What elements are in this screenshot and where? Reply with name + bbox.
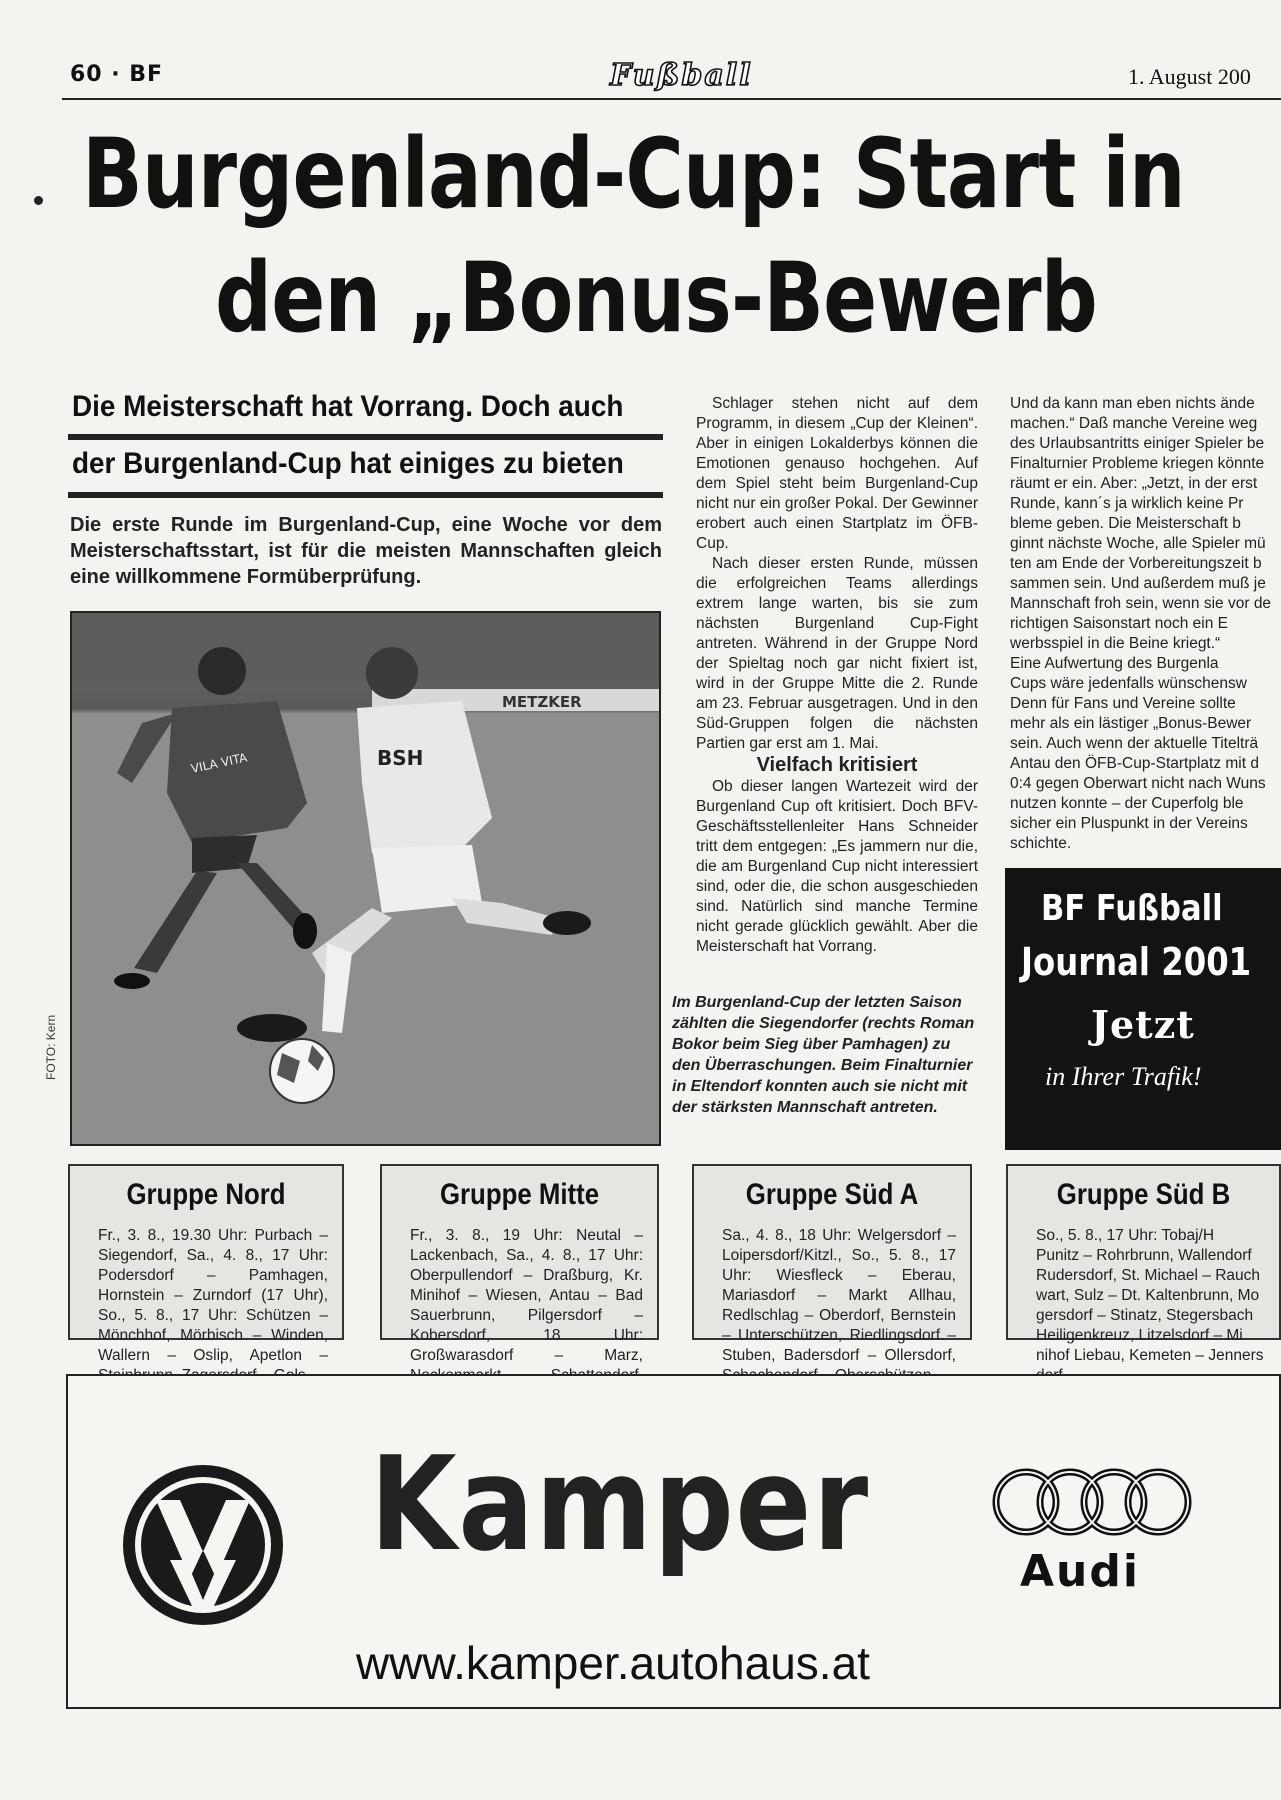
subhead-rule	[68, 492, 663, 498]
audi-rings-icon	[988, 1466, 1198, 1542]
text-line: Eine Aufwertung des Burgenla	[1010, 655, 1219, 672]
group-title: Gruppe Süd B	[1056, 1178, 1231, 1211]
text-line: bleme geben. Die Meisterschaft b	[1010, 515, 1241, 532]
group-box-sued-b	[1006, 1164, 1281, 1364]
text-line: sammen sein. Und außerdem muß je	[1010, 575, 1266, 592]
text-line: mehr als ein lästiger „Bonus-Bewer	[1010, 715, 1252, 732]
group-fixtures: Sa., 4. 8., 18 Uhr: Welgersdorf – Loipersdorf/Kitzl., So., 5. 8., 17 Uhr: Wiesfleck – Eberau, Mariasdorf – Markt Allhau, Redlschlag – Oberdorf, Bernstein – Unterschützen, Riedlingsdorf – Stuben, Badersdorf – Ollersdorf,	[722, 1227, 956, 1364]
text-line: machen.“ Daß manche Vereine weg	[1010, 415, 1258, 432]
subhead-line-1: Die Meisterschaft hat Vorrang. Doch auch	[72, 390, 624, 423]
headline-line-1: Burgenland-Cup: Start in	[82, 118, 1185, 230]
text-line: schichte.	[1010, 835, 1072, 852]
margin-dot	[34, 196, 43, 205]
journal-ad-tagline: in Ihrer Trafik!	[1045, 1062, 1202, 1091]
banner-text: METZKER	[502, 693, 582, 711]
section-title: Fußball	[610, 58, 753, 93]
text-line: gersdorf – Stinatz, Stegersbach	[1036, 1307, 1254, 1324]
subhead-line-2: der Burgenland-Cup hat einiges zu bieten	[72, 447, 624, 480]
text-line: richtigen Saisonstart noch ein E	[1010, 615, 1228, 632]
group-box-nord	[68, 1164, 344, 1364]
paragraph: Ob dieser langen Wartezeit wird der Burgenland Cup oft kritisiert. Doch BFV-Geschäftsstellenleiter Hans Schneider tritt dem entgegen: „Es jammern nur die, die am Burgenland Cup nicht interessiert sind, oder die, die schon ausgeschieden sind. Natürlich sind manche Termine nicht gerade glücklich gewählt. Aber die Meisterschaft hat Vorrang.	[696, 778, 978, 955]
headline-line-2: den „Bonus-Bewerb	[215, 242, 1097, 354]
group-box-mitte	[380, 1164, 659, 1364]
text-line: nihof Liebau, Kemeten – Jenners	[1036, 1347, 1264, 1364]
text-line: Antau den ÖFB-Cup-Startplatz mit d	[1010, 755, 1259, 772]
text-line: Heiligenkreuz, Litzelsdorf – Mi	[1036, 1327, 1243, 1344]
group-fixtures: Fr., 3. 8., 19.30 Uhr: Purbach – Siegendorf, Sa., 4. 8., 17 Uhr: Podersdorf – Pamhagen, Hornstein – Zurndorf (17 Uhr), So., 5. 8., 17 Uhr: Schützen – Mönchhof, Mörbisch – Winden, Wallern – Oslip, Apetlon –	[98, 1227, 328, 1364]
text-line: ten am Ende der Vorbereitungszeit b	[1010, 555, 1262, 572]
kamper-wordmark: Kamper	[370, 1428, 870, 1580]
journal-ad-callout: Jetzt	[1091, 1002, 1195, 1047]
text-line: sein. Auch wenn der aktuelle Titelträ	[1010, 735, 1259, 752]
match-photo	[70, 611, 661, 1146]
text-line: Denn für Fans und Vereine sollte	[1010, 695, 1236, 712]
text-line: wart, Sulz – Dt. Kaltenbrunn, Mo	[1036, 1287, 1260, 1304]
interhead: Vielfach kritisiert	[756, 754, 918, 776]
audi-wordmark: Audi	[1020, 1546, 1140, 1597]
text-line: Mannschaft froh sein, wenn sie vor de	[1010, 595, 1272, 612]
group-fixtures	[1036, 1226, 1265, 1386]
text-line: Finalturnier Probleme kriegen könnte	[1010, 455, 1265, 472]
soccer-players-illustration	[72, 613, 659, 1144]
text-line: Cups wäre jedenfalls wünschensw	[1010, 675, 1247, 692]
group-box-sued-a	[692, 1164, 972, 1364]
vw-logo-icon	[118, 1460, 288, 1634]
header-rule	[62, 98, 1281, 100]
lead-paragraph: Die erste Runde im Burgenland-Cup, eine Woche vor dem Meisterschaftsstart, ist für die meisten Mannschaften gleich eine willkommene Formüberprüfung.	[70, 514, 662, 588]
article-column-2	[696, 394, 978, 957]
group-fixtures: Fr., 3. 8., 19 Uhr: Neutal – Lackenbach, Sa., 4. 8., 17 Uhr: Oberpullendorf – Draßburg, Kr. Minihof – Wiesen, Antau – Bad Sauerbrunn, Pilgersdorf – Kobersdorf, 18 Uhr: Großwarasdorf – Marz,	[410, 1227, 643, 1364]
text-line: 0:4 gegen Oberwart nicht nach Wuns	[1010, 775, 1266, 792]
photo-credit: FOTO: Kern	[44, 1014, 58, 1080]
journal-ad-subtitle: Journal 2001	[1021, 940, 1252, 984]
group-title: Gruppe Süd A	[745, 1178, 919, 1211]
paragraph: Schlager stehen nicht auf dem Programm, in diesem „Cup der Kleinen“. Aber in einigen Lokalderbys können die Emotionen genauso hochgehen. Auf dem Spiel steht beim Burgenland-Cup nicht nur ein großer Pokal. Der Gewinner erobert auch einen Startplatz im ÖFB-Cup.	[696, 395, 978, 552]
jersey-text: VILA VITA	[189, 750, 249, 776]
group-title: Gruppe Nord	[126, 1178, 286, 1211]
text-line: werbsspiel in die Beine kriegt.“	[1010, 635, 1221, 652]
text-line: räumt er ein. Aber: „Jetzt, in der erst	[1010, 475, 1258, 492]
text-line: Und da kann man eben nichts ände	[1010, 395, 1255, 412]
journal-ad-title: BF Fußball	[1041, 888, 1223, 929]
jersey-text: BSH	[377, 746, 424, 770]
subhead-rule	[68, 434, 663, 440]
text-line: So., 5. 8., 17 Uhr: Tobaj/H	[1036, 1227, 1215, 1244]
journal-ad	[1005, 868, 1281, 1150]
text-line: nutzen konnte – der Cuperfolg ble	[1010, 795, 1244, 812]
photo-caption: Im Burgenland-Cup der letzten Saison zählten die Siegendorfer (rechts Roman Bokor beim Sieg über Pamhagen) zu den Überraschungen. Beim Finalturnier in Eltendorf konnten auch sie nicht mit der stärksten Mannschaft antreten.	[672, 994, 975, 1116]
text-line: ginnt nächste Woche, alle Spieler mü	[1010, 535, 1266, 552]
text-line: Rudersdorf, St. Michael – Rauch	[1036, 1267, 1260, 1284]
text-line: Punitz – Rohrbrunn, Wallendorf	[1036, 1247, 1252, 1264]
paragraph: Nach dieser ersten Runde, müssen die erfolgreichen Teams allerdings extrem lange warten, bis sie zum nächsten Burgenland Cup-Fight antreten. Während in der Gruppe Nord der Spieltag noch gar nicht fixiert ist, wird in der Gruppe Mitte die 2. Runde am 23. Februar ausgetragen. Und in den Süd-Gruppen folgen die nächsten Partien gar erst am 1. Mai.	[696, 555, 978, 752]
text-line: Runde, kann´s ja wirklich keine Pr	[1010, 495, 1244, 512]
group-title: Gruppe Mitte	[439, 1178, 600, 1211]
text-line: sicher ein Pluspunkt in der Vereins	[1010, 815, 1248, 832]
article-column-3	[1010, 394, 1281, 854]
text-line: des Urlaubsantritts einiger Spieler be	[1010, 435, 1265, 452]
dealer-url[interactable]: www.kamper.autohaus.at	[356, 1637, 870, 1689]
issue-date: 1. August 200	[1128, 64, 1251, 89]
page-number: 60 · BF	[70, 62, 164, 87]
